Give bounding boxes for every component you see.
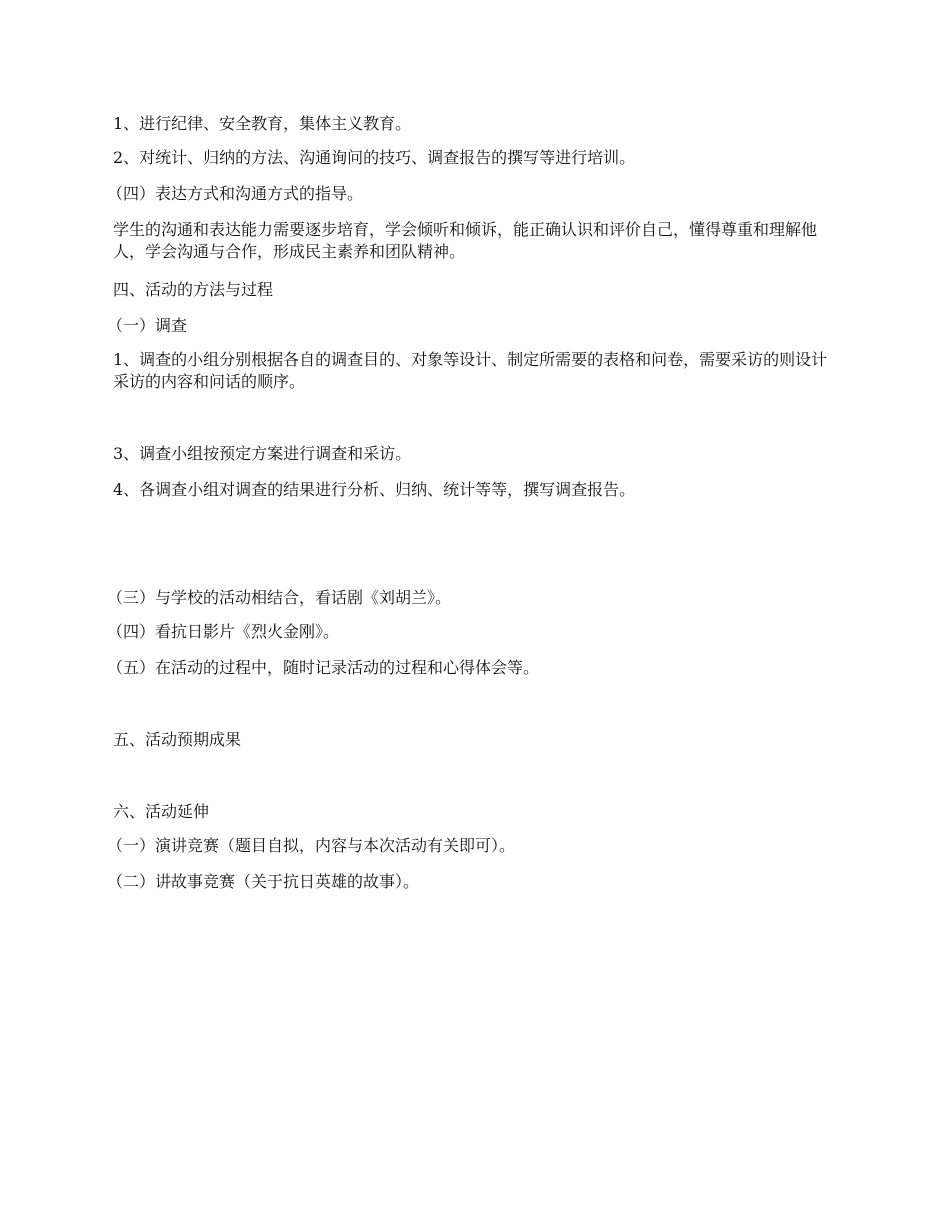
paragraph-survey-design: 1、调查的小组分别根据各自的调查目的、对象等设计、制定所需要的表格和问卷，需要采访的则设计采访的内容和问话的顺序。: [113, 350, 828, 391]
section-heading-expression-guidance: （四）表达方式和沟通方式的指导。: [107, 184, 364, 203]
section-heading-expected-results: 五、活动预期成果: [113, 730, 242, 749]
paragraph-discipline-education: 1、进行纪律、安全教育，集体主义教育。: [113, 114, 412, 133]
paragraph-training: 2、对统计、归纳的方法、沟通询问的技巧、调查报告的撰写等进行培训。: [113, 148, 636, 167]
section-heading-activity-extension: 六、活动延伸: [113, 802, 210, 821]
paragraph-survey-execution: 3、调查小组按预定方案进行调查和采访。: [113, 444, 412, 463]
paragraph-film: （四）看抗日影片《烈火金刚》。: [107, 622, 340, 641]
paragraph-story-contest: （二）讲故事竞赛（关于抗日英雄的故事）。: [107, 872, 420, 891]
paragraph-school-drama: （三）与学校的活动相结合，看话剧《刘胡兰》。: [107, 588, 452, 607]
paragraph-communication-ability: 学生的沟通和表达能力需要逐步培育，学会倾听和倾诉，能正确认识和评价自己，懂得尊重和理解他人，学会沟通与合作，形成民主素养和团队精神。: [113, 220, 818, 261]
paragraph-survey-report: 4、各调查小组对调查的结果进行分析、归纳、统计等等，撰写调查报告。: [113, 480, 636, 499]
subsection-heading-survey: （一）调查: [107, 316, 188, 335]
section-heading-methods-process: 四、活动的方法与过程: [113, 280, 274, 299]
paragraph-record-activity: （五）在活动的过程中，随时记录活动的过程和心得体会等。: [107, 658, 540, 677]
paragraph-speech-contest: （一）演讲竞赛（题目自拟，内容与本次活动有关即可）。: [107, 836, 516, 855]
